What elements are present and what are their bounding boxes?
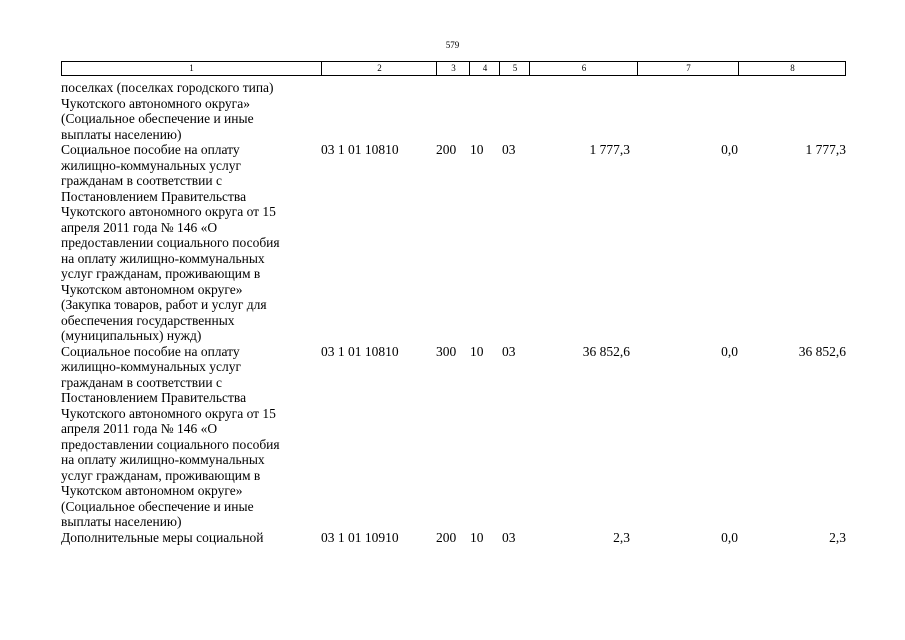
subsection-code: 03: [502, 529, 516, 545]
header-col-4: 4: [469, 62, 500, 75]
row-description: Социальное пособие на оплату жилищно-коммунальных услуг гражданам в соответствии с Постановлением Правительства Чукотского автономного округа от 15 апреля 2011 года № 146 «О предоставлении социального пособия на оплату жилищно-коммунальных услуг гражданам, проживающим в Чукотском автономном округе» (Закупка товаров, работ и услуг для обеспечения государственных (муниципальных) нужд): [61, 142, 280, 343]
section-code: 10: [470, 529, 484, 545]
expense-type-code: 200: [436, 529, 457, 545]
section-code: 10: [470, 343, 484, 359]
row-description: Дополнительные меры социальной: [61, 529, 264, 545]
target-article-code: 03 1 01 10910: [321, 529, 399, 545]
table-row: [61, 80, 861, 142]
header-col-7: 7: [637, 62, 739, 75]
expense-type-code: 200: [436, 142, 457, 157]
amount-col-8: 2,3: [829, 529, 846, 545]
amount-col-6: 1 777,3: [589, 142, 630, 157]
amount-col-7: 0,0: [721, 343, 738, 359]
amount-col-8: 1 777,3: [805, 142, 846, 157]
amount-col-8: 36 852,6: [798, 343, 846, 359]
subsection-code: 03: [502, 343, 516, 359]
table-row: [61, 530, 861, 546]
row-description: поселках (поселках городского типа) Чукотского автономного округа» (Социальное обеспечение и иные выплаты населению): [61, 80, 274, 142]
amount-col-6: 2,3: [613, 529, 630, 545]
table-body: [61, 80, 861, 545]
table-row: [61, 142, 861, 344]
expense-type-code: 300: [436, 343, 457, 359]
section-code: 10: [470, 142, 484, 157]
amount-col-6: 36 852,6: [582, 343, 630, 359]
target-article-code: 03 1 01 10810: [321, 142, 399, 157]
table-header: [61, 61, 846, 76]
header-col-1: 1: [189, 63, 194, 73]
amount-col-7: 0,0: [721, 529, 738, 545]
header-col-6: 6: [529, 62, 638, 75]
target-article-code: 03 1 01 10810: [321, 343, 399, 359]
header-col-2: 2: [321, 62, 437, 75]
page-number: 579: [445, 40, 460, 50]
subsection-code: 03: [502, 142, 516, 157]
header-col-3: 3: [436, 62, 470, 75]
table-row: [61, 344, 861, 530]
header-col-5: 5: [499, 62, 530, 75]
amount-col-7: 0,0: [721, 142, 738, 157]
row-description: Социальное пособие на оплату жилищно-коммунальных услуг гражданам в соответствии с Постановлением Правительства Чукотского автономного округа от 15 апреля 2011 года № 146 «О предоставлении социального пособия на оплату жилищно-коммунальных услуг гражданам, проживающим в Чукотском автономном округе» (Социальное обеспечение и иные выплаты населению): [61, 343, 280, 529]
header-col-8: 8: [738, 62, 846, 75]
